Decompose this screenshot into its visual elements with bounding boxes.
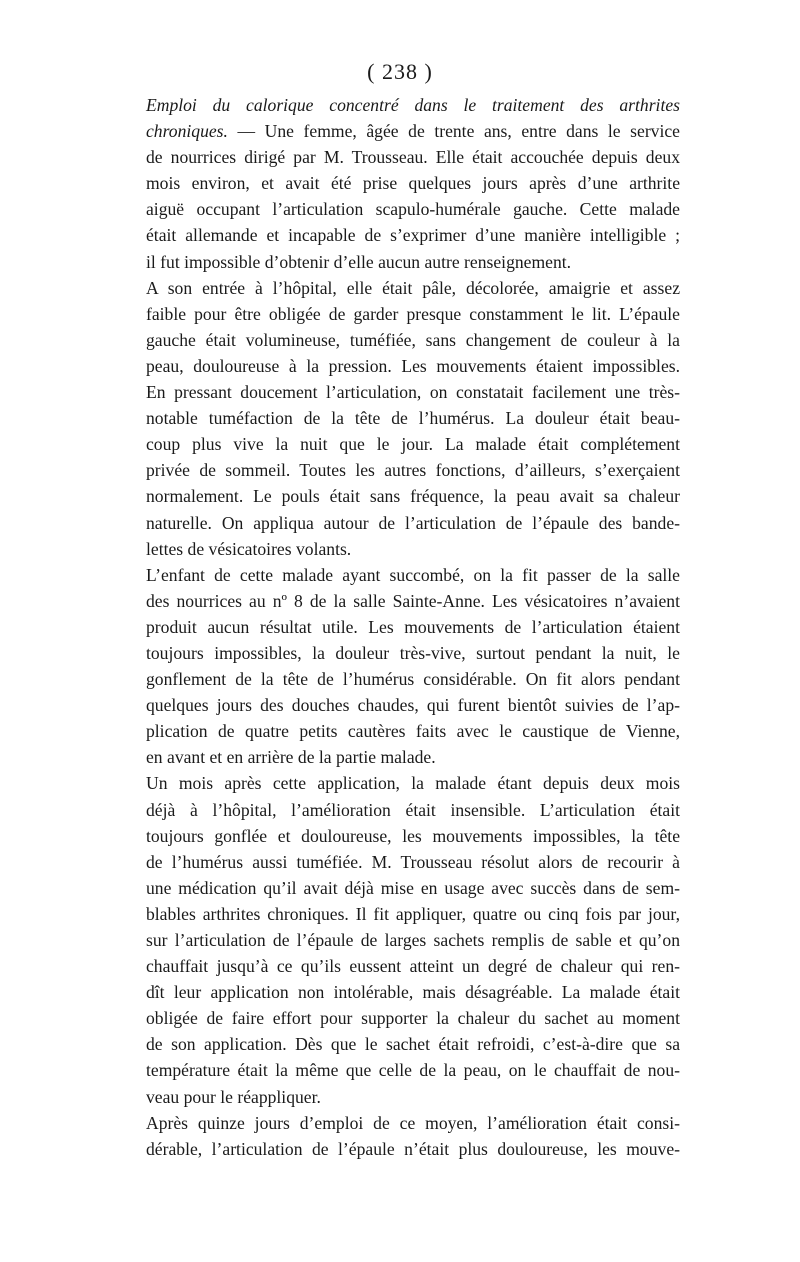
- body-text: [120, 92, 680, 1162]
- paragraph-3: [120, 562, 680, 771]
- text-line: obligée de faire effort pour supporter la chaleur du sachet au moment: [146, 1008, 680, 1029]
- text-line-rest: — Une femme, âgée de trente ans, entre dans le service: [227, 121, 680, 142]
- paragraph-4: [120, 770, 680, 1109]
- text-line: de son application. Dès que le sachet était refroidi, c’est-à-dire que sa: [146, 1034, 680, 1055]
- text-line: dérable, l’articulation de l’épaule n’était plus douloureuse, les mouve-: [146, 1138, 680, 1159]
- text-line: aiguë occupant l’articulation scapulo-humérale gauche. Cette malade: [146, 199, 680, 220]
- text-line: notable tuméfaction de la tête de l’humérus. La douleur était beau-: [146, 408, 680, 429]
- text-line: de nourrices dirigé par M. Trousseau. Elle était accouchée depuis deux: [146, 147, 680, 168]
- page-number: ( 238 ): [367, 59, 433, 84]
- text-line: toujours impossibles, la douleur très-vive, surtout pendant la nuit, le: [146, 642, 680, 663]
- text-line: peau, douloureuse à la pression. Les mouvements étaient impossibles.: [146, 355, 680, 376]
- text-line: chauffait jusqu’à ce qu’ils eussent atteint un degré de chaleur qui ren-: [146, 956, 680, 977]
- text-line: sur l’articulation de l’épaule de larges sachets remplis de sable et qu’on: [146, 930, 680, 950]
- text-line: mois environ, et avait été prise quelques jours après d’une arthrite: [146, 173, 680, 194]
- text-line: veau pour le réappliquer.: [146, 1086, 321, 1107]
- paragraph-2: [120, 275, 680, 562]
- text-line: déjà à l’hôpital, l’amélioration était insensible. L’articulation était: [146, 799, 680, 820]
- text-line: dît leur application non intolérable, mais désagréable. La malade était: [146, 982, 680, 1003]
- section-title-line: Emploi du calorique concentré dans le traitement des arthrites: [146, 95, 680, 115]
- text-line: était allemande et incapable de s’exprimer d’une manière intelligible ;: [146, 225, 680, 246]
- text-line: blables arthrites chroniques. Il fit appliquer, quatre ou cinq fois par jour,: [146, 903, 680, 924]
- text-line: naturelle. On appliqua autour de l’articulation de l’épaule des bande-: [146, 512, 680, 533]
- text-line: gauche était volumineuse, tuméfiée, sans changement de couleur à la: [146, 329, 680, 350]
- text-line: produit aucun résultat utile. Les mouvements de l’articulation étaient: [146, 616, 680, 637]
- paragraph-1: [120, 92, 680, 275]
- text-line: lettes de vésicatoires volants.: [146, 538, 352, 559]
- text-line: une médication qu’il avait déjà mise en usage avec succès dans de sem-: [146, 877, 680, 898]
- text-line: Après quinze jours d’emploi de ce moyen, l’amélioration était consi-: [146, 1112, 680, 1133]
- text-line: A son entrée à l’hôpital, elle était pâle, décolorée, amaigrie et assez: [146, 277, 680, 298]
- text-line: [120, 118, 680, 144]
- text-line: température était la même que celle de la peau, on le chauffait de nou-: [146, 1060, 680, 1081]
- text-line: en avant et en arrière de la partie malade.: [146, 747, 436, 768]
- text-line: gonflement de la tête de l’humérus considérable. On fit alors pendant: [146, 669, 680, 690]
- text-line: faible pour être obligée de garder presque constamment le lit. L’épaule: [146, 303, 680, 324]
- text-line: normalement. Le pouls était sans fréquence, la peau avait sa chaleur: [146, 486, 680, 507]
- text-line: L’enfant de cette malade ayant succombé, on la fit passer de la salle: [146, 564, 680, 585]
- text-line: de l’humérus aussi tuméfiée. M. Trousseau résolut alors de recourir à: [146, 851, 680, 872]
- text-line: coup plus vive la nuit que le jour. La malade était complétement: [146, 434, 680, 455]
- text-line: des nourrices au nº 8 de la salle Sainte-Anne. Les vésicatoires n’avaient: [146, 590, 680, 611]
- text-line: quelques jours des douches chaudes, qui furent bientôt suivies de l’ap-: [146, 695, 680, 716]
- text-line: privée de sommeil. Toutes les autres fonctions, d’ailleurs, s’exerçaient: [146, 460, 680, 481]
- text-line: En pressant doucement l’articulation, on constatait facilement une très-: [146, 382, 680, 403]
- text-line: toujours gonflée et douloureuse, les mouvements impossibles, la tête: [146, 825, 680, 846]
- section-title-continuation: chroniques.: [146, 121, 228, 142]
- book-page: [120, 58, 680, 1162]
- text-line: il fut impossible d’obtenir d’elle aucun autre renseignement.: [146, 251, 572, 272]
- text-line: Un mois après cette application, la malade étant depuis deux mois: [146, 773, 680, 794]
- paragraph-5: [120, 1110, 680, 1162]
- text-line: plication de quatre petits cautères faits avec le caustique de Vienne,: [146, 721, 680, 742]
